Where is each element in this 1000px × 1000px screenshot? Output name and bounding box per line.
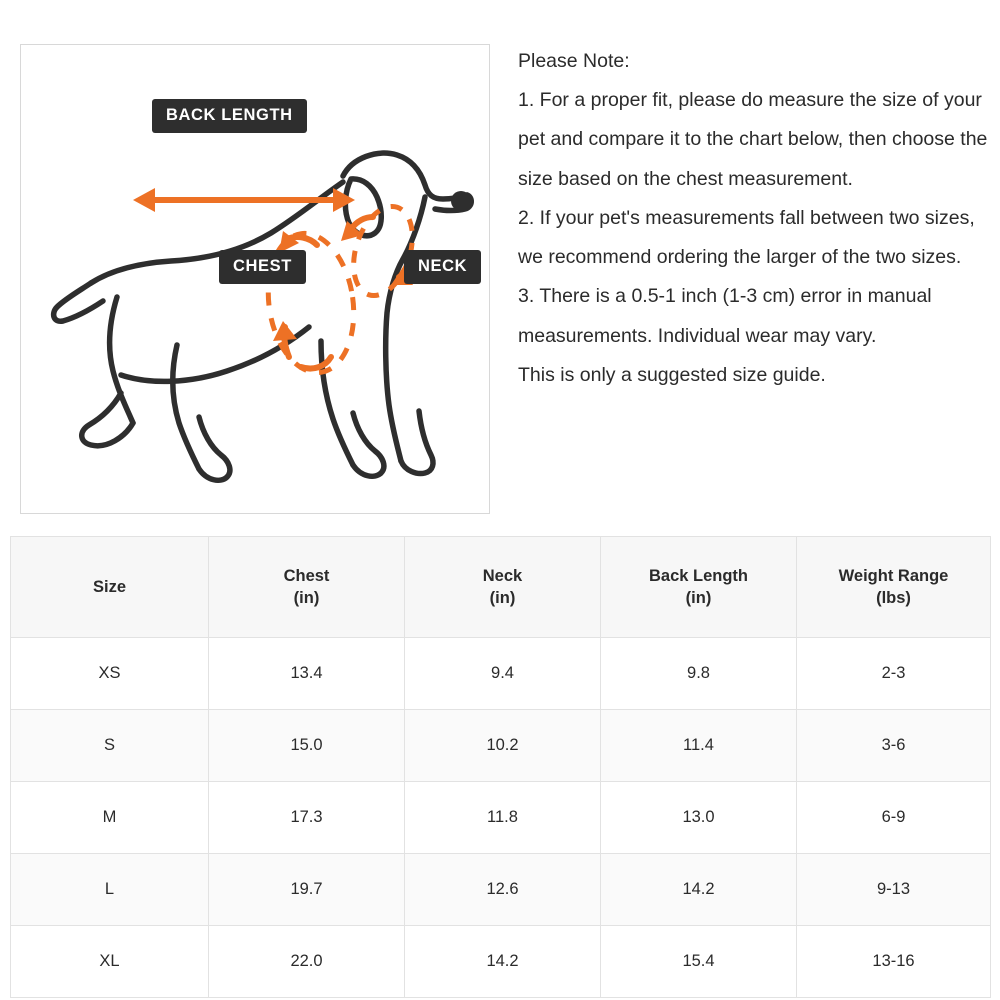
table-header-row [11, 537, 991, 638]
cell-neck: 10.2 [405, 710, 601, 782]
cell-size: L [11, 854, 209, 926]
table-body [11, 638, 991, 998]
note-line-3: size based on the chest measurement. [518, 167, 853, 190]
cell-weight-range: 9-13 [797, 854, 991, 926]
size-chart-table [10, 536, 991, 998]
column-header-size-name: Size [92, 577, 127, 596]
note-line-5: we recommend ordering the larger of the two sizes. [518, 246, 962, 269]
cell-chest: 17.3 [209, 782, 405, 854]
cell-neck: 11.8 [405, 782, 601, 854]
dog-measurement-diagram [20, 44, 490, 514]
note-line-7: measurements. Individual wear may vary. [518, 324, 877, 347]
note-line-6: 3. There is a 0.5-1 inch (1-3 cm) error in manual [518, 285, 932, 308]
table-row [11, 782, 991, 854]
cell-weight-range: 6-9 [797, 782, 991, 854]
note-line-1: 1. For a proper fit, please do measure the size of your [518, 89, 982, 112]
table-row [11, 926, 991, 998]
note-line-8: This is only a suggested size guide. [518, 363, 826, 386]
cell-chest: 15.0 [209, 710, 405, 782]
table-row [11, 710, 991, 782]
cell-weight-range: 2-3 [797, 638, 991, 710]
column-header-weight-range-unit: (lbs) [876, 589, 911, 607]
table-header [11, 537, 991, 638]
column-header-weight-range [797, 537, 991, 638]
column-header-weight-range-name: Weight Range [838, 566, 949, 585]
cell-chest: 22.0 [209, 926, 405, 998]
column-header-back-length-unit: (in) [685, 589, 712, 607]
cell-weight-range: 3-6 [797, 710, 991, 782]
table-row [11, 854, 991, 926]
cell-size: XS [11, 638, 209, 710]
cell-size: XL [11, 926, 209, 998]
column-header-neck-unit: (in) [489, 589, 516, 607]
cell-chest: 19.7 [209, 854, 405, 926]
note-line-2: pet and compare it to the chart below, then choose the [518, 128, 988, 151]
column-header-size [11, 537, 209, 638]
column-header-chest-name: Chest [283, 566, 330, 585]
column-header-back-length [601, 537, 797, 638]
cell-weight-range: 13-16 [797, 926, 991, 998]
table-row [11, 638, 991, 710]
column-header-neck-name: Neck [482, 566, 523, 585]
label-neck: NECK [404, 250, 481, 284]
cell-size: M [11, 782, 209, 854]
note-heading: Please Note: [518, 50, 630, 72]
label-chest: CHEST [219, 250, 306, 284]
cell-chest: 13.4 [209, 638, 405, 710]
cell-neck: 14.2 [405, 926, 601, 998]
cell-back-length: 11.4 [601, 710, 797, 782]
column-header-chest-unit: (in) [293, 589, 320, 607]
cell-back-length: 15.4 [601, 926, 797, 998]
label-back-length: BACK LENGTH [152, 99, 307, 133]
size-chart-table-wrapper [10, 536, 990, 998]
cell-back-length: 9.8 [601, 638, 797, 710]
column-header-back-length-name: Back Length [648, 566, 749, 585]
cell-back-length: 13.0 [601, 782, 797, 854]
column-header-chest [209, 537, 405, 638]
note-line-4: 2. If your pet's measurements fall between two sizes, [518, 206, 975, 229]
cell-size: S [11, 710, 209, 782]
cell-back-length: 14.2 [601, 854, 797, 926]
cell-neck: 9.4 [405, 638, 601, 710]
cell-neck: 12.6 [405, 854, 601, 926]
column-header-neck [405, 537, 601, 638]
please-note-block [490, 44, 990, 528]
